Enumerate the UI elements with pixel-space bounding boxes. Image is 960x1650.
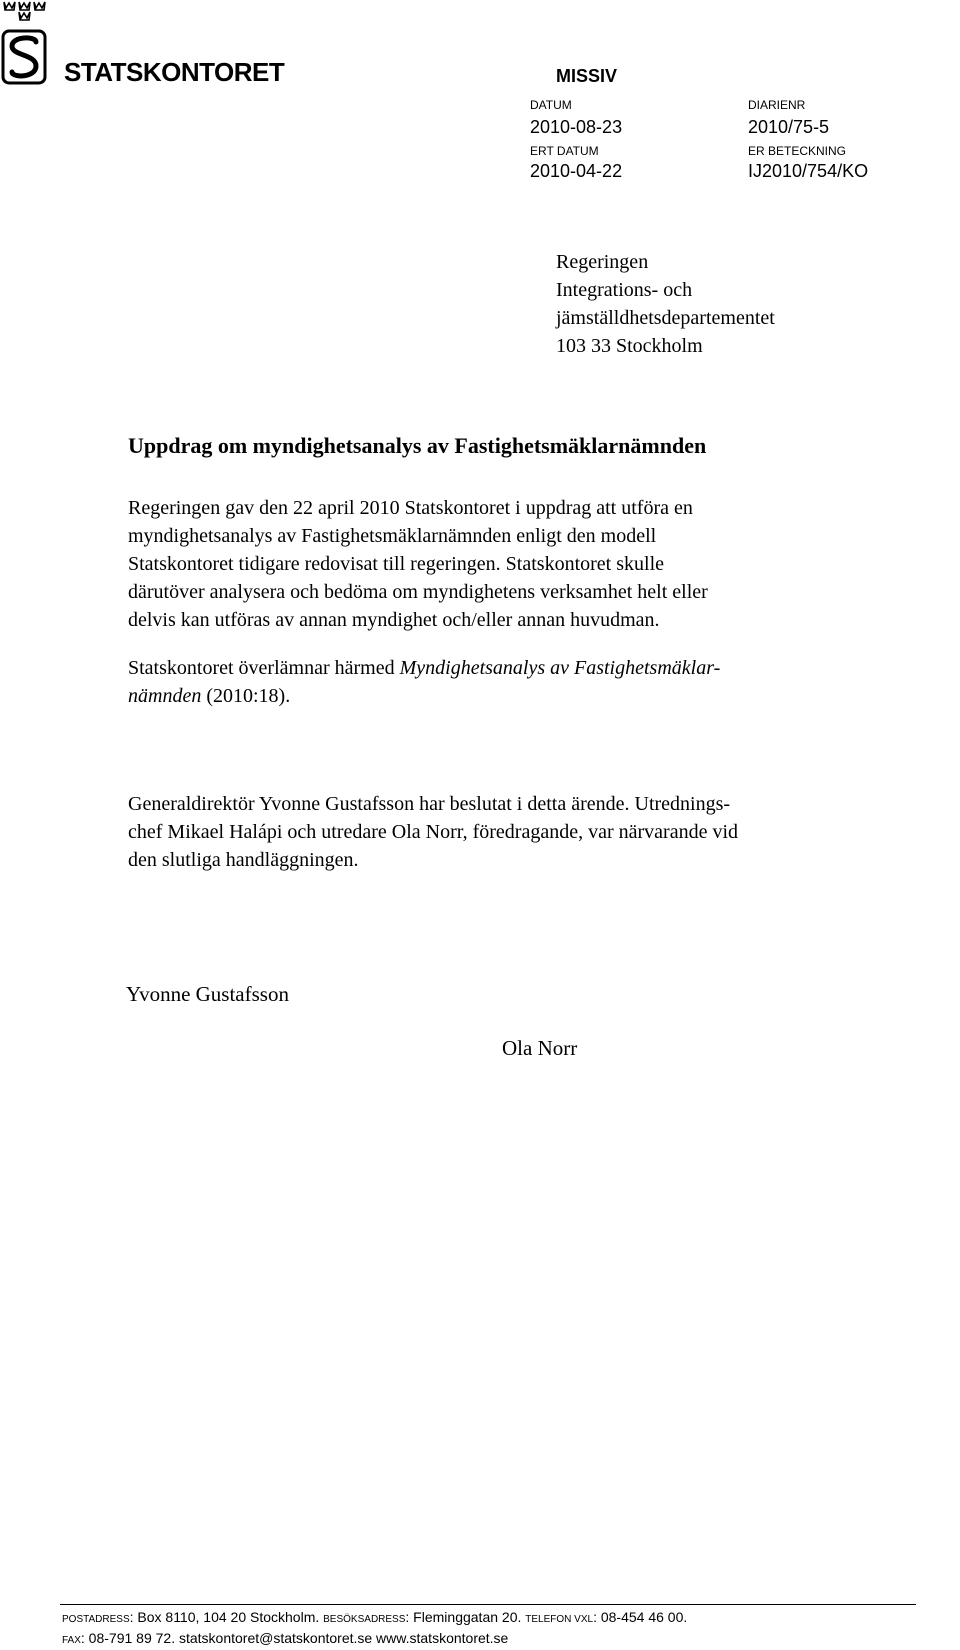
fax-label: FAX <box>62 1635 81 1646</box>
recipient-line: 103 33 Stockholm <box>556 335 703 357</box>
paragraph-line: myndighetsanalys av Fastighetsmäklarnämnden enligt den modell <box>128 525 657 547</box>
document-type: MISSIV <box>556 66 618 86</box>
three-crowns-icon <box>2 0 48 22</box>
besoksadress-value: : Fleminggatan 20. <box>405 1609 526 1625</box>
er-beteckning-value: IJ2010/754/KO <box>748 161 869 181</box>
diarienr-label: DIARIENR <box>748 98 806 112</box>
report-title-part: Myndighetsanalys av Fastighetsmäklar- <box>399 657 721 679</box>
ert-datum-label: ERT DATUM <box>530 144 599 158</box>
paragraph-assignment <box>128 494 888 634</box>
submission-prefix: Statskontoret överlämnar härmed <box>128 657 400 679</box>
signature-investigator: Ola Norr <box>502 1036 578 1060</box>
paragraph-line <box>128 654 888 682</box>
paragraph-line: Generaldirektör Yvonne Gustafsson har beslutat i detta ärende. Utrednings- <box>128 793 731 815</box>
recipient-line: Regeringen <box>556 251 649 273</box>
footer-line <box>62 1629 687 1650</box>
paragraph-line: delvis kan utföras av annan myndighet och/eller annan huvudman. <box>128 609 660 631</box>
report-title-part: nämnden <box>128 685 202 707</box>
telefon-label: TELEFON VXL <box>525 1614 594 1625</box>
footer-line <box>62 1608 687 1629</box>
footer-divider <box>60 1604 916 1605</box>
recipient-address <box>556 248 775 360</box>
datum-value: 2010-08-23 <box>530 117 623 137</box>
paragraph-line: Regeringen gav den 22 april 2010 Statskontoret i uppdrag att utföra en <box>128 497 693 519</box>
paragraph-line: den slutliga handläggningen. <box>128 849 359 871</box>
fax-value: : 08-791 89 72. statskontoret@statskontoret.se www.statskontoret.se <box>80 1630 509 1646</box>
statskontoret-logo <box>0 0 320 90</box>
paragraph-line: Statskontoret tidigare redovisat till regeringen. Statskontoret skulle <box>128 553 664 575</box>
datum-label: DATUM <box>530 98 572 112</box>
signature-director-general: Yvonne Gustafsson <box>126 982 289 1006</box>
logo-wordmark: STATSKONTORET <box>64 57 285 87</box>
paragraph-submission <box>128 654 888 710</box>
postadress-label: POSTADRESS <box>62 1614 130 1625</box>
diarienr-value: 2010/75-5 <box>748 117 830 137</box>
footer-contact <box>62 1608 687 1650</box>
postadress-value: : Box 8110, 104 20 Stockholm. <box>129 1609 324 1625</box>
recipient-line: jämställdhetsdepartementet <box>556 307 775 329</box>
paragraph-line: därutöver analysera och bedöma om myndighetens verksamhet helt eller <box>128 581 708 603</box>
s-shield-icon <box>0 28 48 86</box>
paragraph-line: chef Mikael Halápi och utredare Ola Norr, föredragande, var närvarande vid <box>128 821 739 843</box>
report-number: (2010:18). <box>201 685 291 707</box>
subject-heading: Uppdrag om myndighetsanalys av Fastighetsmäklarnämnden <box>128 433 707 458</box>
besoksadress-label: BESÖKSADRESS <box>323 1614 406 1625</box>
er-beteckning-label: ER BETECKNING <box>748 144 847 158</box>
telefon-value: : 08-454 46 00. <box>593 1609 688 1625</box>
paragraph-decision <box>128 790 888 874</box>
paragraph-line <box>128 682 888 710</box>
ert-datum-value: 2010-04-22 <box>530 161 623 181</box>
recipient-line: Integrations- och <box>556 279 693 301</box>
